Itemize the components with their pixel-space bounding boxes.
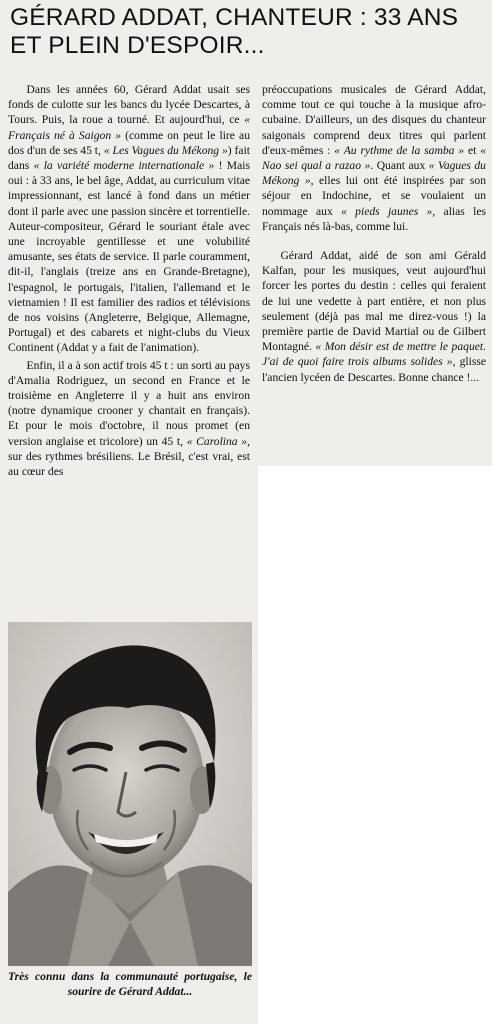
paragraph-4: Gérard Addat, aidé de son ami Gérald Kalfan, pour les musiques, veut aujourd'hui forcer les portes du destin : celles qui feraient de lui une vedette à part entière, et non plus seulement (déjà pas mal me direz-vous !) la première partie de David Martial ou de Gilbert Montagné. « Mon désir est de mettre le paquet. J'ai de quoi faire trois albums solides », glisse l'ancien lycéen de Descartes. Bonne chance !... [262,249,487,384]
paragraph-2: Enfin, il a à son actif trois 45 t : un sorti au pays d'Amalia Rodriguez, un second en France et le troisième en Angleterre il y a huit ans environ (notre dynamique crooner y chantait en français). Et pour le mois d'octobre, il nous promet (en version anglaise et tricolore) un 45 t, « Carolina », sur des rythmes brésiliens. Le Brésil, c'est vrai, est au cœur des [8,358,250,479]
article-column-left [8,82,250,479]
headline: GÉRARD ADDAT, CHANTEUR : 33 ANS ET PLEIN D'ESPOIR... [10,4,459,59]
paragraph-3: préoccupations musicales de Gérard Addat, comme tout ce qui touche à la musique afro-cubaine. D'ailleurs, un des disques du chanteur saigonais comprend deux titres qui parlent d'eux-mêmes : « Au rythme de la samba » et « Nao sei qual a razao ». Quant aux « Vagues du Mékong », elles lui ont été inspirées par son séjour en Indochine, et se voulaient un nommage aux « pieds jaunes », alias les Français nés là-bas, comme lui. [262,83,486,233]
article-column-right [262,82,486,385]
photo-caption: Très connu dans la communauté portugaise, le sourire de Gérard Addat... [8,970,252,998]
paragraph-1: Dans les années 60, Gérard Addat usait ses fonds de culotte sur les bancs du lycée Descartes, à Tours. Puis, la roue a tourné. Et aujourd'hui, ce « Français né à Saigon » (comme on peut le lire au dos d'un de ses 45 t, « Les Vagues du Mékong ») fait dans « la variété moderne internationale » ! Mais oui : à 33 ans, le bel âge, Addat, au curriculum vitae impressionnant, est lancé à fond dans un métier dont il parle avec une passion sincère et torrentielle. Auteur-compositeur, Gérard le souriant étale avec une incroyable gentillesse et une volubilité amusante, ses états de service. Il parle couramment, dit-il, l'anglais (treize ans en Grande-Bretagne), l'espagnol, le portugais, l'italien, l'allemand et le vietnamien ! Il est familier des radios et télévisions de nos voisins (Angleterre, Belgique, Allemagne, Portugal) et des cabarets et night-clubs du Vieux Continent (Addat y a fait de l'animation). [8,83,251,355]
portrait-illustration [8,622,252,966]
portrait-photo [8,622,252,966]
